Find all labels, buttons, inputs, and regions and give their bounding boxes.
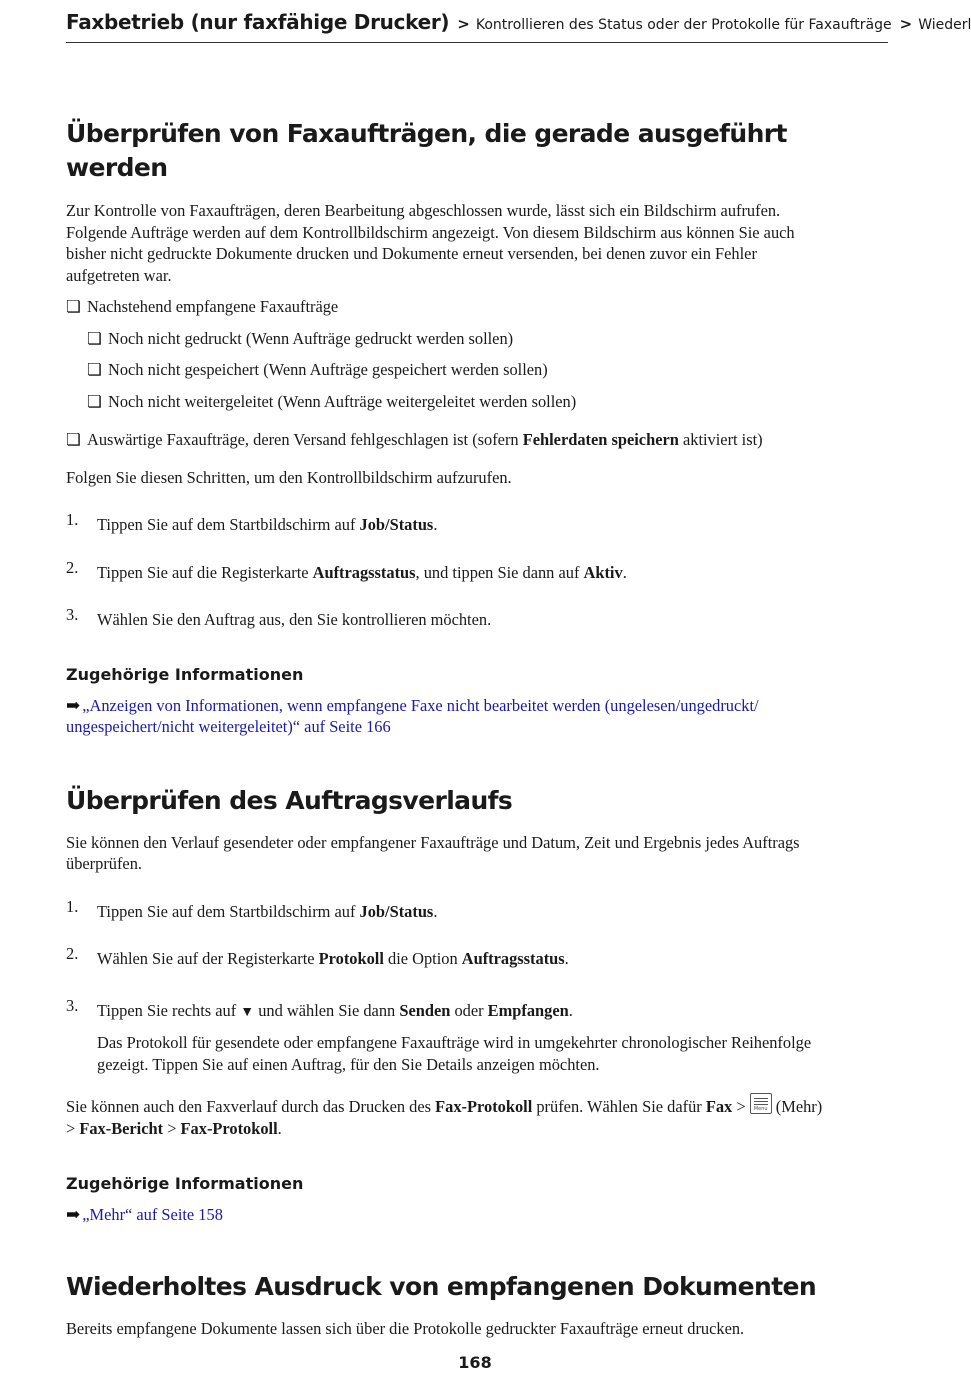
section-title-reprint: Wiederholtes Ausdruck von empfangenen Dokumenten [66,1271,817,1301]
section-intro: Zur Kontrolle von Faxaufträgen, deren Bearbeitung abgeschlossen wurde, lässt sich ein Bildschirm aufrufen. Folgende Aufträge werden auf dem Kontrollbildschirm angezeigt. Von diesem Bildschirm aus können Sie auch bisher nicht gedruckte Dokumente drucken und Dokumente erneut versenden, bei denen zuvor ein Fehler aufgetreten war. [66,201,795,285]
section-text: Bereits empfangene Dokumente lassen sich über die Protokolle gedruckter Faxaufträge erneut drucken. [66,1318,745,1338]
breadcrumb-section[interactable]: Kontrollieren des Status oder der Protokolle für Faxaufträge [475,17,892,33]
menu-icon: Menu [750,1093,772,1114]
breadcrumb-separator: > [899,15,913,33]
list-item: ❏ Noch nicht gedruckt (Wenn Aufträge gedruckt werden sollen) [87,328,514,348]
step-item: 2. Wählen Sie auf der Registerkarte Protokoll die Option Auftragsstatus. [66,944,569,968]
related-info-title: Zugehörige Informationen [66,1174,304,1193]
breadcrumb-subsection[interactable]: Wiederl [918,17,971,33]
section-title-job-history: Überprüfen des Auftragsverlaufs [66,785,513,815]
step-item: 3. Wählen Sie den Auftrag aus, den Sie kontrollieren möchten. [66,605,492,629]
checkbox-bullet-icon: ❏ [66,430,81,449]
checkbox-bullet-icon: ❏ [87,391,102,411]
section-title-current-jobs: Überprüfen von Faxaufträgen, die gerade ausgeführt werden [66,119,787,182]
step-item: 1. Tippen Sie auf dem Startbildschirm auf Job/Status. [66,896,438,921]
list-item: ❏ Nachstehend empfangene Faxaufträge [66,297,339,316]
step-item: 1. Tippen Sie auf dem Startbildschirm auf Job/Status. [66,510,438,534]
list-item: ❏ Noch nicht gespeichert (Wenn Aufträge gespeichert werden sollen) [87,360,548,379]
list-item: ❏ Noch nicht weitergeleitet (Wenn Aufträge weitergeleitet werden sollen) [87,391,577,411]
dropdown-triangle-icon: ▼ [240,1004,255,1020]
breadcrumb-separator: > [457,15,470,33]
page-content [66,117,888,1339]
step-item: 3. Tippen Sie rechts auf ▼ und wählen Sie dann Senden oder Empfangen. Das Protokoll für gesendete oder empfangene Faxaufträge wird in umgekehrter chronologischer Reihenfolge gezeigt. Tippen Sie auf einen Auftrag, für den Sie Details anzeigen möchten. [66,1000,888,1076]
page-number: 168 [458,1353,492,1372]
breadcrumb-chapter[interactable]: Faxbetrieb (nur faxfähige Drucker) [66,10,450,34]
checkbox-bullet-icon: ❏ [87,360,102,379]
related-info-title: Zugehörige Informationen [66,664,304,684]
related-link[interactable]: ➡ „Anzeigen von Informationen, wenn empfangene Faxe nicht bearbeitet werden (ungelesen/ungedruckt/ ungespeichert/nicht weitergeleitet)“ auf Seite 166 [66,695,759,736]
list-item: ❏ Auswärtige Faxaufträge, deren Versand fehlgeschlagen ist (sofern Fehlerdaten speichern aktiviert ist) [66,430,763,449]
instruction-text: Folgen Sie diesen Schritten, um den Kontrollbildschirm aufzurufen. [66,467,512,487]
related-link[interactable]: ➡ „Mehr“ auf Seite 158 [66,1205,223,1224]
arrow-right-icon: ➡ [66,1205,81,1224]
section-intro: Sie können den Verlauf gesendeter oder empfangener Faxaufträge und Datum, Zeit und Ergebnis jedes Auftrags überprüfen. [66,832,800,873]
checkbox-bullet-icon: ❏ [87,328,102,348]
step-item: 2. Tippen Sie auf die Registerkarte Auftragsstatus, und tippen Sie dann auf Aktiv. [66,557,627,582]
step-note: Das Protokoll für gesendete oder empfangene Faxaufträge wird in umgekehrter chronologischer Reihenfolge gezeigt. Tippen Sie auf einen Auftrag, für den Sie Details anzeigen möchten. [97,1033,812,1074]
arrow-right-icon: ➡ [66,695,81,715]
checkbox-bullet-icon: ❏ [66,297,81,316]
breadcrumb [66,10,971,43]
fax-history-text: Sie können auch den Faxverlauf durch das Drucken des Fax-Protokoll prüfen. Wählen Sie dafür Fax > Menu (Mehr) > Fax-Bericht > Fax-Protokoll. [66,1093,888,1139]
